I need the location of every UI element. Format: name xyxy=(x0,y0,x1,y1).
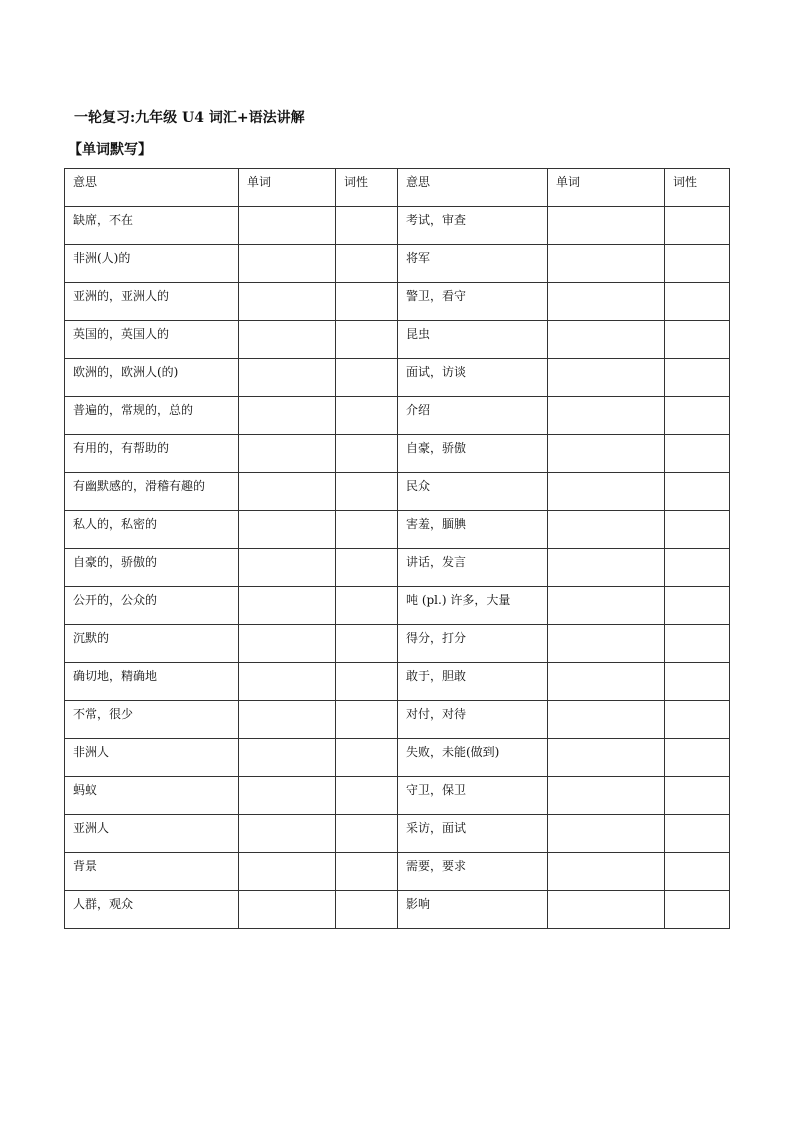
pos-answer-cell-right[interactable] xyxy=(665,283,730,321)
meaning-cell-left: 背景 xyxy=(65,853,239,891)
meaning-cell-left: 公开的，公众的 xyxy=(65,587,239,625)
meaning-cell-right: 讲话，发言 xyxy=(398,549,548,587)
word-answer-cell-right[interactable] xyxy=(548,891,665,929)
word-answer-cell-right[interactable] xyxy=(548,511,665,549)
meaning-cell-left: 有幽默感的，滑稽有趣的 xyxy=(65,473,239,511)
meaning-cell-left: 人群，观众 xyxy=(65,891,239,929)
word-answer-cell-left[interactable] xyxy=(239,283,336,321)
table-row xyxy=(65,587,730,625)
meaning-cell-left: 蚂蚁 xyxy=(65,777,239,815)
word-answer-cell-right[interactable] xyxy=(548,359,665,397)
meaning-cell-left: 英国的，英国人的 xyxy=(65,321,239,359)
pos-answer-cell-right[interactable] xyxy=(665,701,730,739)
word-answer-cell-left[interactable] xyxy=(239,207,336,245)
meaning-cell-right: 昆虫 xyxy=(398,321,548,359)
meaning-cell-right: 害羞，腼腆 xyxy=(398,511,548,549)
pos-answer-cell-left[interactable] xyxy=(336,207,398,245)
meaning-cell-right: 守卫，保卫 xyxy=(398,777,548,815)
word-answer-cell-right[interactable] xyxy=(548,321,665,359)
word-answer-cell-right[interactable] xyxy=(548,435,665,473)
word-answer-cell-right[interactable] xyxy=(548,777,665,815)
meaning-cell-right: 失败，未能(做到) xyxy=(398,739,548,777)
meaning-cell-left: 欧洲的，欧洲人(的) xyxy=(65,359,239,397)
word-answer-cell-right[interactable] xyxy=(548,625,665,663)
meaning-cell-right: 警卫，看守 xyxy=(398,283,548,321)
pos-answer-cell-left[interactable] xyxy=(336,625,398,663)
page-title: 一轮复习:九年级 U4 词汇+语法讲解 xyxy=(74,110,305,126)
meaning-cell-left: 自豪的，骄傲的 xyxy=(65,549,239,587)
pos-answer-cell-left[interactable] xyxy=(336,473,398,511)
header-word-right: 单词 xyxy=(548,169,665,207)
word-answer-cell-right[interactable] xyxy=(548,701,665,739)
word-answer-cell-left[interactable] xyxy=(239,435,336,473)
word-answer-cell-left[interactable] xyxy=(239,511,336,549)
table-row xyxy=(65,891,730,929)
table-row xyxy=(65,701,730,739)
pos-answer-cell-left[interactable] xyxy=(336,739,398,777)
pos-answer-cell-right[interactable] xyxy=(665,207,730,245)
pos-answer-cell-left[interactable] xyxy=(336,321,398,359)
word-answer-cell-right[interactable] xyxy=(548,473,665,511)
header-pos-right: 词性 xyxy=(665,169,730,207)
table-row xyxy=(65,473,730,511)
table-row xyxy=(65,435,730,473)
pos-answer-cell-right[interactable] xyxy=(665,321,730,359)
word-answer-cell-left[interactable] xyxy=(239,663,336,701)
pos-answer-cell-right[interactable] xyxy=(665,397,730,435)
meaning-cell-left: 亚洲的，亚洲人的 xyxy=(65,283,239,321)
word-answer-cell-right[interactable] xyxy=(548,549,665,587)
table-row xyxy=(65,283,730,321)
table-row xyxy=(65,625,730,663)
word-answer-cell-right[interactable] xyxy=(548,245,665,283)
meaning-cell-left: 有用的，有帮助的 xyxy=(65,435,239,473)
header-word-left: 单词 xyxy=(239,169,336,207)
meaning-cell-right: 采访，面试 xyxy=(398,815,548,853)
pos-answer-cell-left[interactable] xyxy=(336,435,398,473)
meaning-cell-right: 敢于，胆敢 xyxy=(398,663,548,701)
word-answer-cell-left[interactable] xyxy=(239,853,336,891)
meaning-cell-right: 吨 (pl.) 许多，大量 xyxy=(398,587,548,625)
pos-answer-cell-right[interactable] xyxy=(665,777,730,815)
meaning-cell-left: 沉默的 xyxy=(65,625,239,663)
pos-answer-cell-left[interactable] xyxy=(336,777,398,815)
word-answer-cell-left[interactable] xyxy=(239,739,336,777)
meaning-cell-right: 自豪，骄傲 xyxy=(398,435,548,473)
section-heading: 【单词默写】 xyxy=(68,142,152,158)
pos-answer-cell-left[interactable] xyxy=(336,283,398,321)
table-row xyxy=(65,359,730,397)
meaning-cell-left: 缺席，不在 xyxy=(65,207,239,245)
pos-answer-cell-left[interactable] xyxy=(336,549,398,587)
word-answer-cell-left[interactable] xyxy=(239,321,336,359)
meaning-cell-right: 考试，审查 xyxy=(398,207,548,245)
pos-answer-cell-right[interactable] xyxy=(665,435,730,473)
word-answer-cell-right[interactable] xyxy=(548,587,665,625)
header-meaning-left: 意思 xyxy=(65,169,239,207)
meaning-cell-right: 对付，对待 xyxy=(398,701,548,739)
pos-answer-cell-right[interactable] xyxy=(665,587,730,625)
table-row xyxy=(65,815,730,853)
table-row xyxy=(65,549,730,587)
pos-answer-cell-left[interactable] xyxy=(336,663,398,701)
pos-answer-cell-left[interactable] xyxy=(336,701,398,739)
header-meaning-right: 意思 xyxy=(398,169,548,207)
pos-answer-cell-right[interactable] xyxy=(665,739,730,777)
word-answer-cell-left[interactable] xyxy=(239,815,336,853)
word-answer-cell-right[interactable] xyxy=(548,853,665,891)
word-answer-cell-left[interactable] xyxy=(239,777,336,815)
pos-answer-cell-right[interactable] xyxy=(665,245,730,283)
meaning-cell-right: 得分，打分 xyxy=(398,625,548,663)
word-answer-cell-left[interactable] xyxy=(239,549,336,587)
word-answer-cell-right[interactable] xyxy=(548,397,665,435)
meaning-cell-right: 介绍 xyxy=(398,397,548,435)
word-answer-cell-right[interactable] xyxy=(548,815,665,853)
pos-answer-cell-right[interactable] xyxy=(665,473,730,511)
pos-answer-cell-right[interactable] xyxy=(665,625,730,663)
pos-answer-cell-left[interactable] xyxy=(336,245,398,283)
word-answer-cell-left[interactable] xyxy=(239,397,336,435)
pos-answer-cell-right[interactable] xyxy=(665,853,730,891)
pos-answer-cell-left[interactable] xyxy=(336,511,398,549)
pos-answer-cell-left[interactable] xyxy=(336,359,398,397)
pos-answer-cell-left[interactable] xyxy=(336,815,398,853)
vocabulary-table xyxy=(64,168,730,929)
word-answer-cell-left[interactable] xyxy=(239,587,336,625)
table-row xyxy=(65,245,730,283)
meaning-cell-right: 面试，访谈 xyxy=(398,359,548,397)
word-answer-cell-left[interactable] xyxy=(239,473,336,511)
table-row xyxy=(65,777,730,815)
meaning-cell-left: 私人的，私密的 xyxy=(65,511,239,549)
header-pos-left: 词性 xyxy=(336,169,398,207)
meaning-cell-right: 将军 xyxy=(398,245,548,283)
meaning-cell-right: 需要，要求 xyxy=(398,853,548,891)
word-answer-cell-left[interactable] xyxy=(239,891,336,929)
meaning-cell-left: 亚洲人 xyxy=(65,815,239,853)
pos-answer-cell-left[interactable] xyxy=(336,853,398,891)
word-answer-cell-left[interactable] xyxy=(239,245,336,283)
table-row xyxy=(65,207,730,245)
pos-answer-cell-right[interactable] xyxy=(665,815,730,853)
pos-answer-cell-right[interactable] xyxy=(665,549,730,587)
pos-answer-cell-left[interactable] xyxy=(336,587,398,625)
meaning-cell-left: 非洲人 xyxy=(65,739,239,777)
table-row xyxy=(65,663,730,701)
meaning-cell-left: 确切地，精确地 xyxy=(65,663,239,701)
meaning-cell-right: 民众 xyxy=(398,473,548,511)
word-answer-cell-right[interactable] xyxy=(548,739,665,777)
pos-answer-cell-right[interactable] xyxy=(665,891,730,929)
pos-answer-cell-right[interactable] xyxy=(665,359,730,397)
table-row xyxy=(65,853,730,891)
meaning-cell-left: 不常，很少 xyxy=(65,701,239,739)
table-header-row xyxy=(65,169,730,207)
pos-answer-cell-right[interactable] xyxy=(665,511,730,549)
table-row xyxy=(65,321,730,359)
word-answer-cell-left[interactable] xyxy=(239,625,336,663)
meaning-cell-right: 影响 xyxy=(398,891,548,929)
word-answer-cell-right[interactable] xyxy=(548,283,665,321)
table-row xyxy=(65,739,730,777)
meaning-cell-left: 非洲(人)的 xyxy=(65,245,239,283)
word-answer-cell-right[interactable] xyxy=(548,663,665,701)
word-answer-cell-left[interactable] xyxy=(239,359,336,397)
pos-answer-cell-left[interactable] xyxy=(336,891,398,929)
vocabulary-table-body xyxy=(65,169,730,929)
table-row xyxy=(65,397,730,435)
pos-answer-cell-right[interactable] xyxy=(665,663,730,701)
word-answer-cell-right[interactable] xyxy=(548,207,665,245)
pos-answer-cell-left[interactable] xyxy=(336,397,398,435)
table-row xyxy=(65,511,730,549)
word-answer-cell-left[interactable] xyxy=(239,701,336,739)
meaning-cell-left: 普遍的，常规的，总的 xyxy=(65,397,239,435)
